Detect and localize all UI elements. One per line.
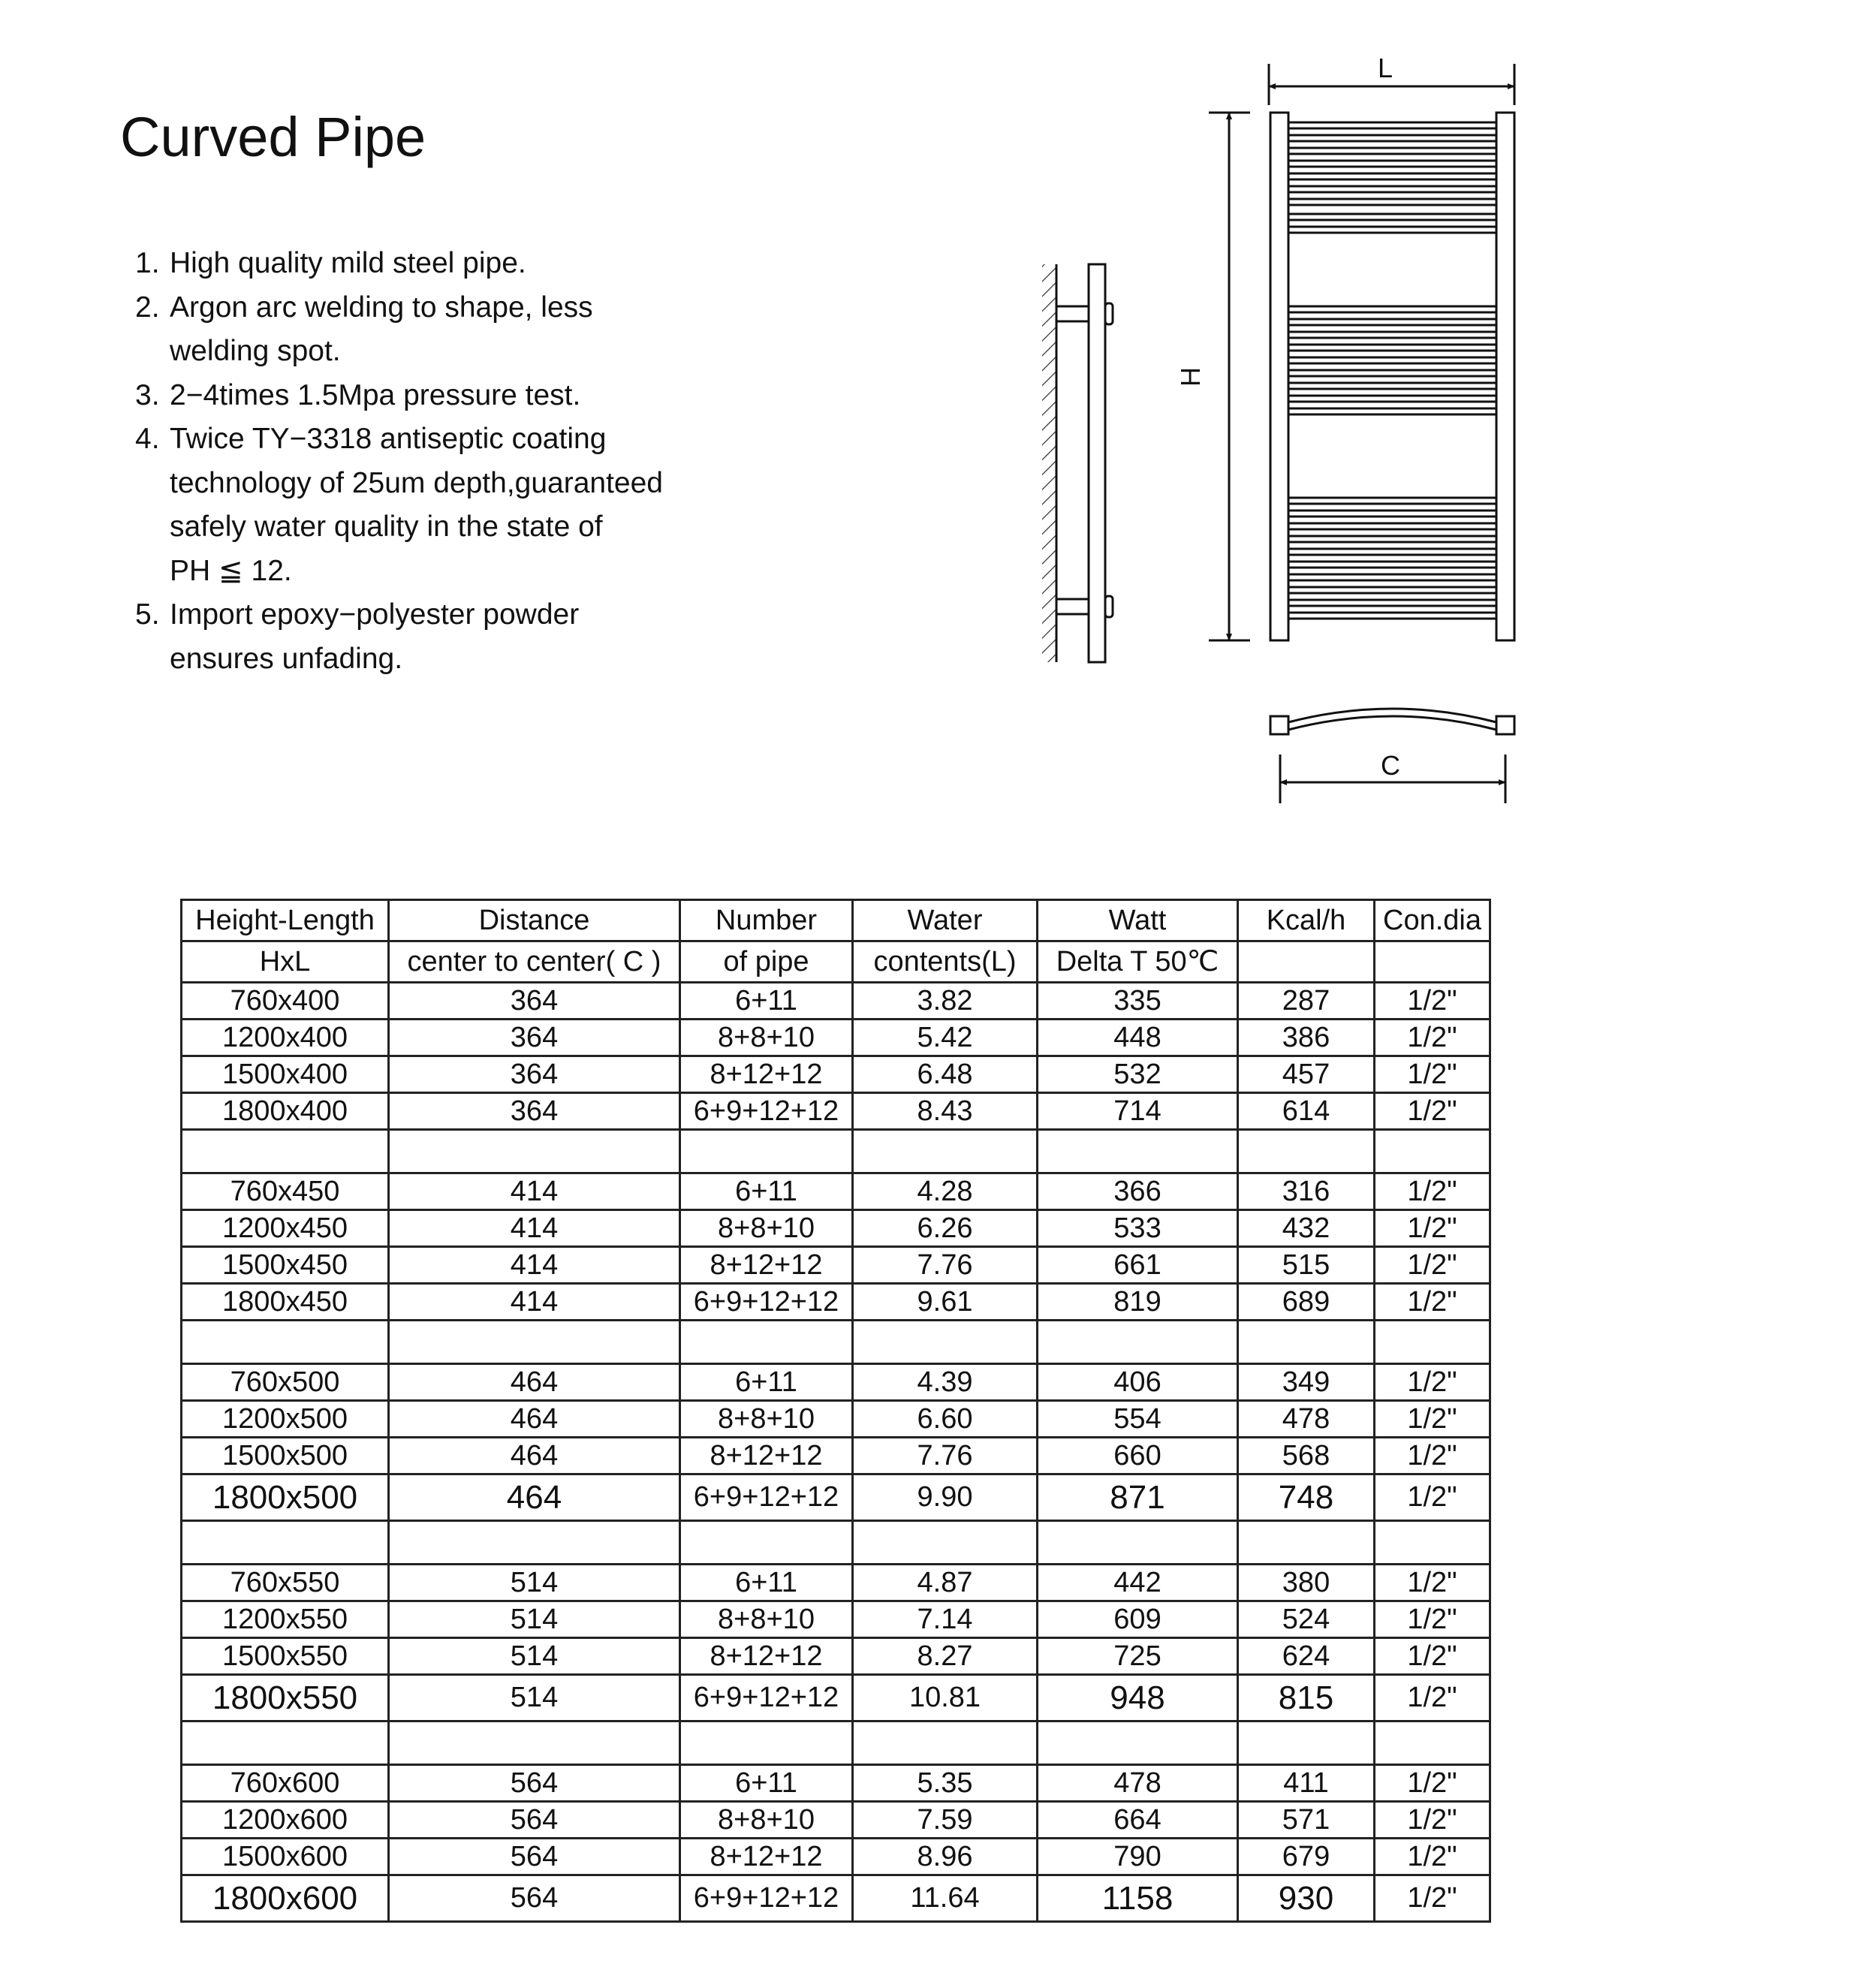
table-row: [182, 1721, 1490, 1765]
spec-table: [180, 899, 1491, 1923]
table-cell: 478: [1238, 1401, 1375, 1438]
table-cell: 8+12+12: [680, 1839, 853, 1875]
feature-item-line: [135, 550, 811, 594]
table-cell: 1/2": [1375, 1765, 1490, 1802]
feature-text: Twice TY−3318 antiseptic coating: [170, 423, 607, 455]
feature-text: ensures unfading.: [170, 642, 403, 675]
table-cell: 8+8+10: [680, 1401, 853, 1438]
table-cell: 457: [1238, 1056, 1375, 1093]
table-cell: 11.64: [853, 1875, 1038, 1922]
table-cell: 1/2": [1375, 1839, 1490, 1875]
table-row: [182, 1875, 1490, 1922]
table-cell: 448: [1038, 1020, 1238, 1056]
table-cell: Watt: [1038, 900, 1238, 941]
table-cell: 1/2": [1375, 1638, 1490, 1675]
table-row: [182, 1247, 1490, 1284]
table-cell: 1/2": [1375, 1056, 1490, 1093]
table-cell: 349: [1238, 1364, 1375, 1401]
table-cell: 442: [1038, 1565, 1238, 1601]
table-cell: [182, 1130, 389, 1173]
table-cell: [1038, 1130, 1238, 1173]
table-cell: 10.81: [853, 1675, 1038, 1721]
table-row: [182, 1321, 1490, 1364]
table-cell: 6.48: [853, 1056, 1038, 1093]
table-cell: 6+11: [680, 1565, 853, 1601]
side-view: [1042, 264, 1113, 662]
feature-text: Import epoxy−polyester powder: [170, 598, 580, 631]
feature-list: [135, 242, 811, 681]
table-row: [182, 1638, 1490, 1675]
table-cell: 624: [1238, 1638, 1375, 1675]
feature-item-line: [135, 330, 811, 374]
table-cell: 6+9+12+12: [680, 1474, 853, 1521]
table-cell: 406: [1038, 1364, 1238, 1401]
table-cell: 571: [1238, 1802, 1375, 1839]
table-cell: 464: [389, 1438, 680, 1474]
feature-number: [135, 505, 170, 550]
feature-item-line: [135, 242, 811, 286]
table-cell: 564: [389, 1765, 680, 1802]
table-row: [182, 1364, 1490, 1401]
table-cell: 1/2": [1375, 1675, 1490, 1721]
table-cell: Height-Length: [182, 900, 389, 941]
table-cell: 414: [389, 1210, 680, 1247]
table-cell: 1200x500: [182, 1401, 389, 1438]
table-cell: 514: [389, 1638, 680, 1675]
front-view: [1209, 64, 1514, 640]
table-cell: 1/2": [1375, 1284, 1490, 1321]
table-cell: 554: [1038, 1401, 1238, 1438]
table-row: [182, 1765, 1490, 1802]
table-cell: 4.87: [853, 1565, 1038, 1601]
table-cell: 380: [1238, 1565, 1375, 1601]
feature-item-line: [135, 417, 811, 462]
table-cell: 8+12+12: [680, 1638, 853, 1675]
table-cell: 1/2": [1375, 1474, 1490, 1521]
table-cell: [1375, 1521, 1490, 1565]
table-cell: 464: [389, 1401, 680, 1438]
table-cell: 6+9+12+12: [680, 1875, 853, 1922]
table-cell: 335: [1038, 983, 1238, 1020]
table-cell: Delta T 50℃: [1038, 941, 1238, 983]
table-cell: [389, 1721, 680, 1765]
table-cell: 1500x550: [182, 1638, 389, 1675]
table-cell: 1800x600: [182, 1875, 389, 1922]
table-row: [182, 1401, 1490, 1438]
table-cell: 8+8+10: [680, 1210, 853, 1247]
table-cell: 1/2": [1375, 1093, 1490, 1130]
table-cell: [182, 1521, 389, 1565]
feature-item-line: [135, 374, 811, 418]
table-cell: 9.61: [853, 1284, 1038, 1321]
feature-text: High quality mild steel pipe.: [170, 247, 526, 279]
table-cell: 6+11: [680, 1173, 853, 1210]
table-cell: 760x450: [182, 1173, 389, 1210]
table-cell: 4.28: [853, 1173, 1038, 1210]
table-cell: 614: [1238, 1093, 1375, 1130]
table-row: [182, 900, 1490, 941]
table-cell: 1/2": [1375, 1802, 1490, 1839]
table-cell: 1/2": [1375, 1601, 1490, 1638]
table-cell: 1500x600: [182, 1839, 389, 1875]
table-row: [182, 1438, 1490, 1474]
table-row: [182, 1284, 1490, 1321]
table-cell: 819: [1038, 1284, 1238, 1321]
table-cell: 5.35: [853, 1765, 1038, 1802]
table-cell: 6+9+12+12: [680, 1284, 853, 1321]
feature-number: [135, 330, 170, 374]
table-cell: center to center( C ): [389, 941, 680, 983]
table-cell: contents(L): [853, 941, 1038, 983]
table-row: [182, 1521, 1490, 1565]
table-cell: 1/2": [1375, 983, 1490, 1020]
table-cell: 748: [1238, 1474, 1375, 1521]
table-cell: 7.76: [853, 1247, 1038, 1284]
table-row: [182, 1130, 1490, 1173]
table-cell: 287: [1238, 983, 1375, 1020]
table-cell: 1/2": [1375, 1565, 1490, 1601]
feature-item-line: [135, 462, 811, 506]
table-cell: [1375, 941, 1490, 983]
table-cell: 948: [1038, 1675, 1238, 1721]
table-cell: 8+8+10: [680, 1802, 853, 1839]
feature-number: [135, 550, 170, 594]
table-cell: [1238, 1321, 1375, 1364]
table-cell: 760x400: [182, 983, 389, 1020]
table-cell: 660: [1038, 1438, 1238, 1474]
table-cell: 364: [389, 1056, 680, 1093]
table-cell: [182, 1721, 389, 1765]
table-cell: 8+8+10: [680, 1601, 853, 1638]
feature-text: welding spot.: [170, 335, 341, 367]
table-cell: 760x600: [182, 1765, 389, 1802]
table-cell: 8+12+12: [680, 1247, 853, 1284]
feature-number: 4.: [135, 423, 160, 455]
table-cell: 1800x450: [182, 1284, 389, 1321]
feature-text: technology of 25um depth,guaranteed: [170, 466, 664, 499]
table-cell: [1238, 941, 1375, 983]
table-cell: 1/2": [1375, 1401, 1490, 1438]
table-cell: 790: [1038, 1839, 1238, 1875]
table-cell: 1200x600: [182, 1802, 389, 1839]
table-cell: 316: [1238, 1173, 1375, 1210]
table-row: [182, 1093, 1490, 1130]
table-cell: 1/2": [1375, 1020, 1490, 1056]
table-cell: 568: [1238, 1438, 1375, 1474]
table-cell: HxL: [182, 941, 389, 983]
table-cell: 7.14: [853, 1601, 1038, 1638]
table-cell: 760x500: [182, 1364, 389, 1401]
table-cell: [182, 1321, 389, 1364]
feature-number: 1.: [135, 247, 160, 279]
table-cell: 364: [389, 1020, 680, 1056]
table-cell: [1038, 1521, 1238, 1565]
table-cell: 1200x400: [182, 1020, 389, 1056]
table-cell: 464: [389, 1474, 680, 1521]
table-cell: 1200x550: [182, 1601, 389, 1638]
table-cell: 1/2": [1375, 1173, 1490, 1210]
table-cell: Number: [680, 900, 853, 941]
feature-number: 3.: [135, 378, 160, 411]
table-cell: 414: [389, 1247, 680, 1284]
table-cell: [1038, 1721, 1238, 1765]
table-cell: [853, 1130, 1038, 1173]
table-cell: 714: [1038, 1093, 1238, 1130]
table-cell: 1800x500: [182, 1474, 389, 1521]
table-cell: of pipe: [680, 941, 853, 983]
table-cell: 1/2": [1375, 1364, 1490, 1401]
table-cell: 414: [389, 1173, 680, 1210]
page-title: Curved Pipe: [120, 106, 426, 168]
feature-number: [135, 637, 170, 682]
table-cell: 514: [389, 1601, 680, 1638]
table-cell: [853, 1521, 1038, 1565]
table-cell: 815: [1238, 1675, 1375, 1721]
table-cell: 6+11: [680, 983, 853, 1020]
table-row: [182, 1173, 1490, 1210]
table-cell: [853, 1321, 1038, 1364]
table-cell: 5.42: [853, 1020, 1038, 1056]
table-cell: 564: [389, 1875, 680, 1922]
table-cell: 514: [389, 1565, 680, 1601]
table-cell: Kcal/h: [1238, 900, 1375, 941]
table-cell: 609: [1038, 1601, 1238, 1638]
table-cell: 1500x450: [182, 1247, 389, 1284]
table-cell: 661: [1038, 1247, 1238, 1284]
table-row: [182, 1474, 1490, 1521]
table-cell: 1200x450: [182, 1210, 389, 1247]
feature-text: Argon arc welding to shape, less: [170, 291, 593, 324]
table-cell: 533: [1038, 1210, 1238, 1247]
pipe-bars: [1288, 122, 1496, 619]
table-cell: 8+12+12: [680, 1438, 853, 1474]
table-cell: 414: [389, 1284, 680, 1321]
table-cell: [1238, 1521, 1375, 1565]
dimension-label-c: C: [1381, 750, 1400, 781]
feature-number: 2.: [135, 291, 160, 324]
table-cell: 1500x500: [182, 1438, 389, 1474]
table-cell: 4.39: [853, 1364, 1038, 1401]
table-cell: [389, 1321, 680, 1364]
table-cell: [1375, 1130, 1490, 1173]
table-cell: 3.82: [853, 983, 1038, 1020]
table-cell: 664: [1038, 1802, 1238, 1839]
table-cell: 760x550: [182, 1565, 389, 1601]
table-cell: 411: [1238, 1765, 1375, 1802]
table-cell: 6+9+12+12: [680, 1675, 853, 1721]
table-row: [182, 1802, 1490, 1839]
table-cell: 514: [389, 1675, 680, 1721]
table-cell: 6.26: [853, 1210, 1038, 1247]
table-cell: 6+9+12+12: [680, 1093, 853, 1130]
table-cell: 9.90: [853, 1474, 1038, 1521]
table-cell: [1375, 1721, 1490, 1765]
table-cell: 432: [1238, 1210, 1375, 1247]
table-cell: 478: [1038, 1765, 1238, 1802]
table-cell: 1/2": [1375, 1247, 1490, 1284]
table-cell: 366: [1038, 1173, 1238, 1210]
table-cell: [1238, 1130, 1375, 1173]
table-cell: Water: [853, 900, 1038, 941]
table-cell: 532: [1038, 1056, 1238, 1093]
table-cell: [389, 1521, 680, 1565]
table-row: [182, 941, 1490, 983]
table-cell: 464: [389, 1364, 680, 1401]
dimension-label-l: L: [1377, 53, 1393, 83]
table-cell: [680, 1721, 853, 1765]
table-row: [182, 1601, 1490, 1638]
table-cell: 930: [1238, 1875, 1375, 1922]
table-cell: Distance: [389, 900, 680, 941]
feature-number: [135, 462, 170, 506]
table-row: [182, 1056, 1490, 1093]
table-cell: 689: [1238, 1284, 1375, 1321]
table-cell: 8.43: [853, 1093, 1038, 1130]
table-cell: [680, 1521, 853, 1565]
feature-item-line: [135, 286, 811, 330]
table-cell: 1/2": [1375, 1438, 1490, 1474]
feature-number: 5.: [135, 598, 160, 631]
table-cell: 1800x550: [182, 1675, 389, 1721]
table-cell: 725: [1038, 1638, 1238, 1675]
table-cell: 1800x400: [182, 1093, 389, 1130]
table-cell: 871: [1038, 1474, 1238, 1521]
feature-text: safely water quality in the state of: [170, 511, 603, 543]
table-row: [182, 983, 1490, 1020]
table-row: [182, 1210, 1490, 1247]
table-cell: [389, 1130, 680, 1173]
feature-item-line: [135, 637, 811, 682]
feature-text: 2−4times 1.5Mpa pressure test.: [170, 378, 581, 411]
table-row: [182, 1839, 1490, 1875]
table-cell: 6+11: [680, 1765, 853, 1802]
table-cell: 8+8+10: [680, 1020, 853, 1056]
top-view: [1270, 709, 1514, 803]
table-cell: 6+11: [680, 1364, 853, 1401]
feature-item-line: [135, 505, 811, 550]
table-cell: 7.59: [853, 1802, 1038, 1839]
table-cell: 1500x400: [182, 1056, 389, 1093]
table-cell: 6.60: [853, 1401, 1038, 1438]
table-cell: 386: [1238, 1020, 1375, 1056]
table-cell: 8.27: [853, 1638, 1038, 1675]
table-cell: [1038, 1321, 1238, 1364]
table-cell: 364: [389, 1093, 680, 1130]
table-cell: 1/2": [1375, 1210, 1490, 1247]
table-cell: 7.76: [853, 1438, 1038, 1474]
table-row: [182, 1675, 1490, 1721]
table-cell: [680, 1321, 853, 1364]
dimension-label-h: H: [1175, 367, 1206, 387]
table-cell: 564: [389, 1802, 680, 1839]
table-cell: [1375, 1321, 1490, 1364]
table-cell: 524: [1238, 1601, 1375, 1638]
table-cell: [1238, 1721, 1375, 1765]
table-row: [182, 1020, 1490, 1056]
feature-text: PH ≦ 12.: [170, 554, 292, 587]
table-cell: Con.dia: [1375, 900, 1490, 941]
table-cell: 364: [389, 983, 680, 1020]
table-cell: [680, 1130, 853, 1173]
table-cell: 1/2": [1375, 1875, 1490, 1922]
table-cell: 564: [389, 1839, 680, 1875]
feature-item-line: [135, 593, 811, 637]
table-cell: 1158: [1038, 1875, 1238, 1922]
table-cell: [853, 1721, 1038, 1765]
table-cell: 515: [1238, 1247, 1375, 1284]
table-cell: 8+12+12: [680, 1056, 853, 1093]
table-cell: 8.96: [853, 1839, 1038, 1875]
table-cell: 679: [1238, 1839, 1375, 1875]
table-row: [182, 1565, 1490, 1601]
